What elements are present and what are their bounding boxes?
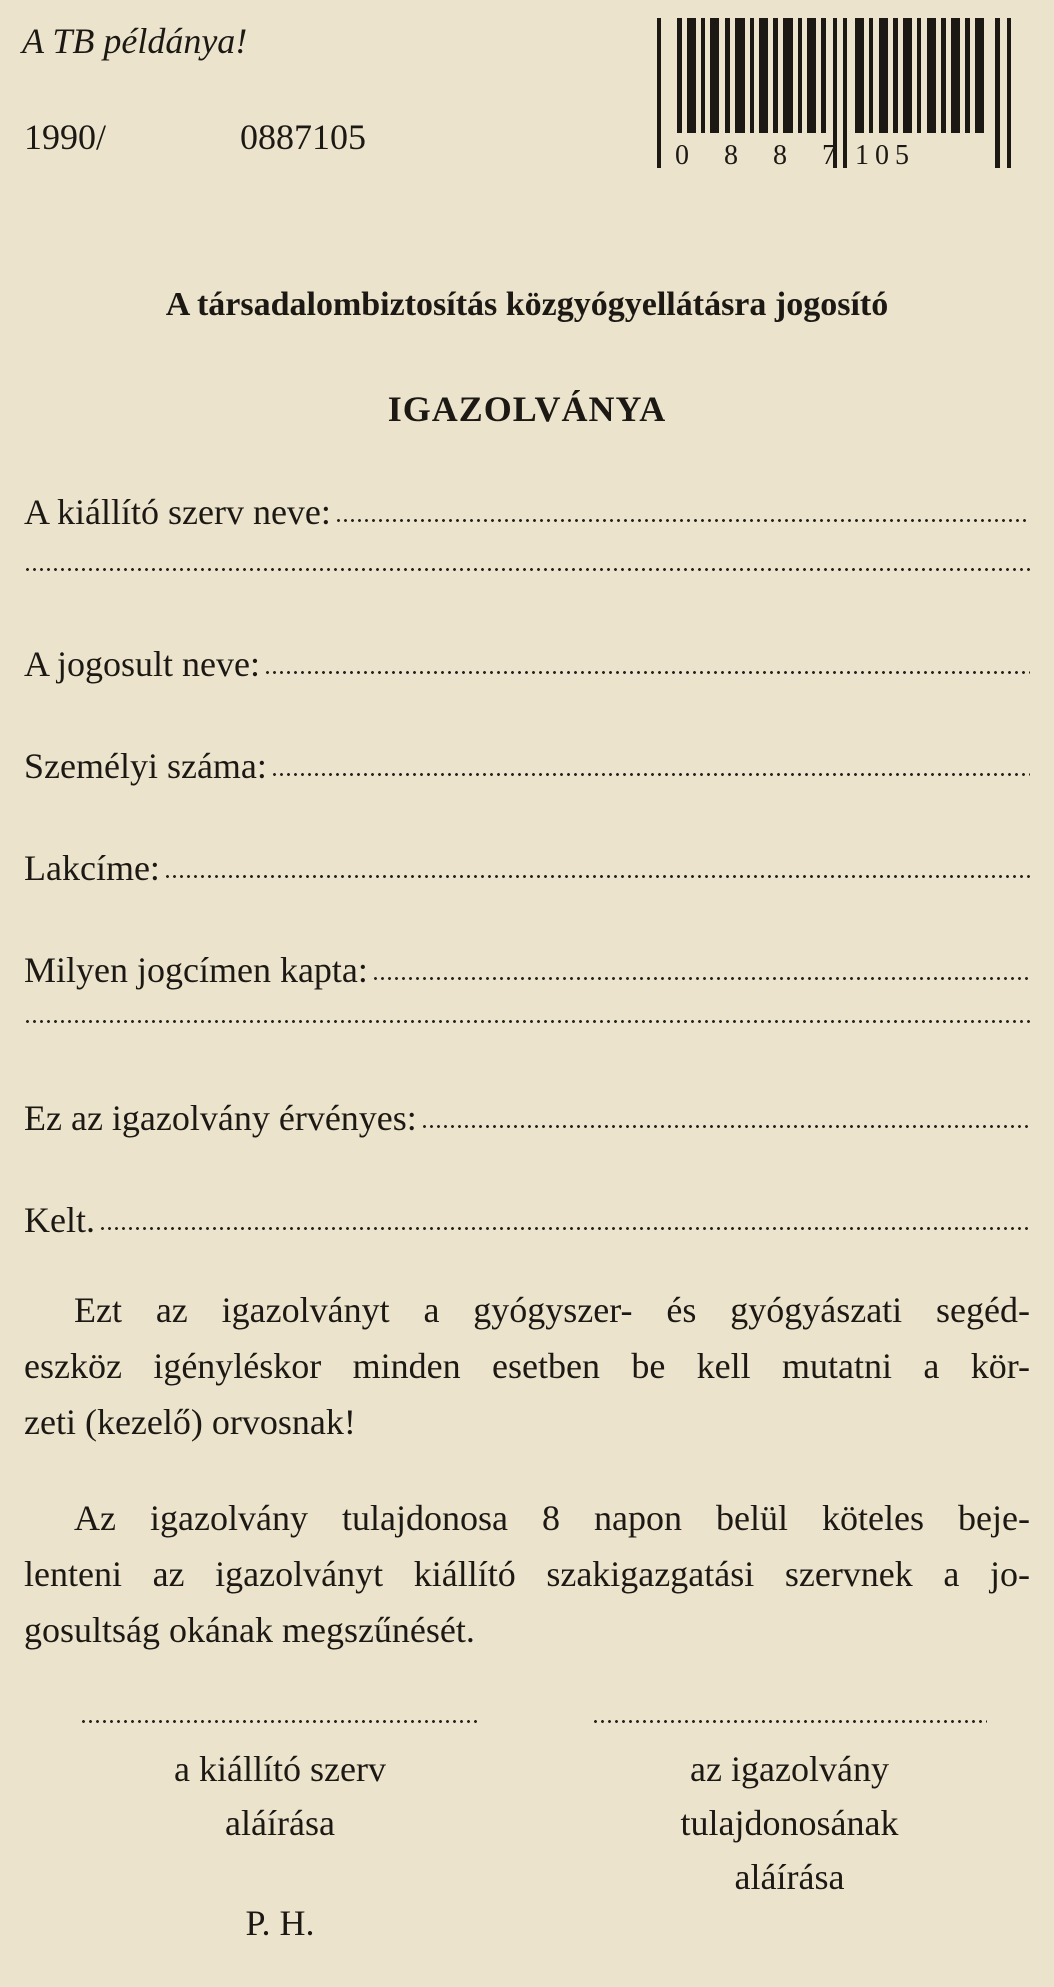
issuer-signature-line[interactable] (80, 1718, 480, 1726)
form-heading: A társadalombiztosítás közgyógyellátásra jogosító (165, 286, 889, 323)
instruction-line-2: eszköz igényléskor minden esetben be kell mutatni a kör- (24, 1346, 1030, 1386)
personal-number-field[interactable] (24, 738, 1030, 784)
issuer-signature-caption-line-1: a kiállító szerv (174, 1749, 386, 1789)
barcode-digits-right: 105 (855, 140, 915, 168)
address-label: Lakcíme: (24, 848, 160, 888)
issuer-label: A kiállító szerv neve: (24, 492, 331, 532)
instruction-paragraph (24, 1282, 1030, 1450)
validity-dots (421, 1096, 1030, 1130)
legal-basis-dots-continuation[interactable] (24, 1018, 1030, 1026)
holder-signature-caption (592, 1746, 987, 1900)
issuer-field[interactable] (24, 484, 1030, 530)
dated-label: Kelt. (24, 1200, 95, 1240)
dated-dots (99, 1198, 1030, 1232)
barcode-graphic (655, 18, 1020, 168)
legal-basis-dots (372, 948, 1030, 982)
holder-signature-line[interactable] (592, 1718, 987, 1726)
year-number: 1990/ (24, 117, 107, 157)
holder-signature-caption-line-1: az igazolvány (690, 1749, 889, 1789)
instruction-line-1: Ezt az igazolványt a gyógyszer- és gyógyászati segéd- (74, 1290, 1030, 1330)
issuer-dots (335, 490, 1030, 524)
legal-basis-label: Milyen jogcímen kapta: (24, 950, 368, 990)
legal-basis-field[interactable] (24, 942, 1030, 988)
instruction-line-3: zeti (kezelő) orvosnak! (24, 1402, 356, 1442)
validity-label: Ez az igazolvány érvényes: (24, 1098, 417, 1138)
obligation-line-3: gosultság okának megszűnését. (24, 1610, 475, 1650)
obligation-line-1: Az igazolvány tulajdonosa 8 napon belül köteles beje- (74, 1498, 1030, 1538)
serial-number: 0887105 (240, 117, 366, 157)
issuer-signature-caption (80, 1746, 480, 1846)
personal-number-label: Személyi száma: (24, 746, 267, 786)
dated-field[interactable] (24, 1192, 1030, 1238)
copy-note: A TB példánya! (22, 21, 248, 61)
validity-field[interactable] (24, 1090, 1030, 1136)
address-dots (164, 846, 1030, 880)
issuer-signature-caption-line-2: aláírása (225, 1803, 335, 1843)
name-field[interactable] (24, 636, 1030, 682)
name-dots (264, 642, 1030, 676)
name-label: A jogosult neve: (24, 644, 260, 684)
holder-signature-caption-line-3: aláírása (734, 1857, 845, 1897)
barcode-digits-left: 0 8 8 7 (675, 140, 850, 168)
stamp-placeholder: P. H. (245, 1903, 315, 1943)
obligation-paragraph (24, 1490, 1030, 1658)
barcode (655, 18, 1020, 168)
form-title: IGAZOLVÁNYA (387, 389, 667, 429)
obligation-line-2: lenteni az igazolványt kiállító szakigazgatási szervnek a jo- (24, 1554, 1030, 1594)
address-field[interactable] (24, 840, 1030, 886)
holder-signature-caption-line-2: tulajdonosának (680, 1803, 899, 1843)
personal-number-dots (271, 744, 1030, 778)
issuer-dots-continuation[interactable] (24, 566, 1030, 574)
